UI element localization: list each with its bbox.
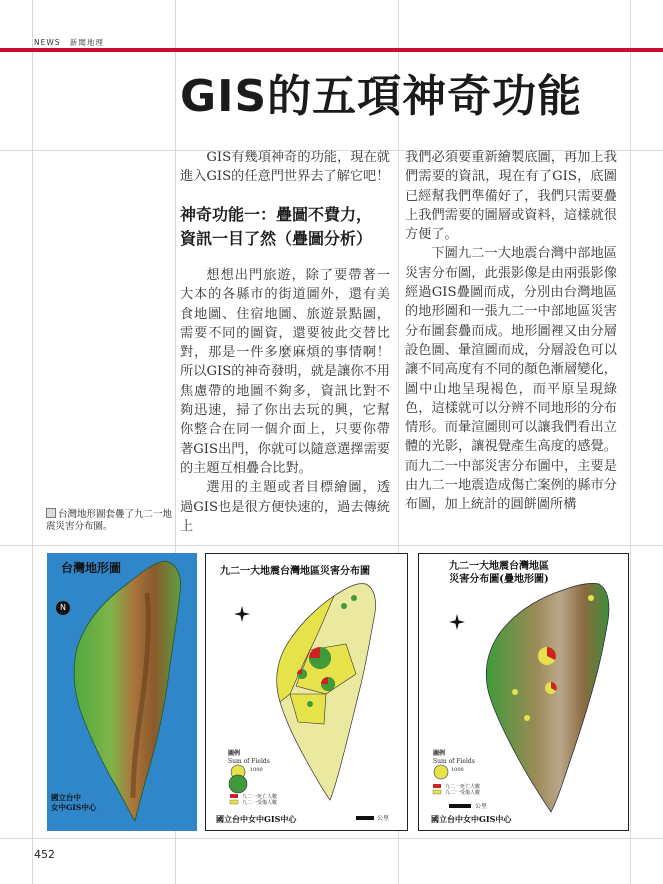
legend-item-injuries: 九二一受傷人數	[242, 800, 278, 806]
overlay-map	[418, 553, 629, 831]
intro-paragraph: GIS有幾項神奇的功能，現在就進入GIS的任意門世界去了解它吧！	[180, 150, 390, 185]
compass-letter: N	[60, 603, 66, 612]
map3-title-line: 九二一大地震台灣地區	[449, 561, 549, 572]
section-label-zh: 新聞地理	[69, 38, 104, 47]
map3-legend	[433, 750, 475, 766]
paragraph: 下圖九二一大地震台灣中部地區災害分布圖，此張影像是由兩張影像經過GIS疊圖而成，分別由台灣地區的地形圖和一張九二一中部地區災害分布圖套疊而成。地形圖裡又由分層設色圖、暈渲圖而成，分層設色可以讓不同高度有不同的顏色漸層變化，圖中山地呈現褐色，而平原呈現綠色，這樣就可以分辨不同地形的分布情形。而暈渲圖則可以讓我們看出立體的光影，讓視覺產生高度的感覺。而九二一中部災害分布圖中，主要是由九二一地震造成傷亡案例的縣市分布圖，加上統計的圓餅圖所構	[405, 246, 617, 513]
map3-title-line: 災害分布圖(疊地形圖)	[449, 574, 549, 585]
compass-icon	[56, 601, 70, 615]
legend-title: 圖例	[228, 750, 241, 757]
legend-item-injuries: 九二一受傷人數	[445, 790, 481, 796]
column-2-text	[405, 148, 617, 515]
subheading-line-1: 神奇功能一：疊圖不費力，	[180, 205, 373, 224]
disaster-map-graphic	[206, 554, 408, 831]
column-1-text	[180, 266, 390, 536]
credit-line: 女中GIS中心	[51, 803, 97, 812]
guide-line	[0, 838, 663, 839]
map3-scale-label: 公里	[475, 803, 488, 810]
legend-value: 1000	[250, 767, 263, 773]
paragraph: 想想出門旅遊，除了要帶著一大本的各縣市的街道圖外，還有美食地圖、住宿地圖、旅遊景點圖，需要不同的圖資，還要彼此交替比對，那是一件多麼麻煩的事情啊！所以GIS的神奇發明，就是讓你不用焦慮帶的地圖不夠多，資訊比對不夠迅速，掃了你出去玩的興，它幫你整合在同一個介面上，只要你帶著GIS出門，你就可以隨意選擇需要的主題互相疊合比對。	[180, 268, 390, 476]
credit-line: 國立台中	[51, 793, 81, 802]
guide-line	[0, 545, 663, 546]
intro-text	[180, 148, 390, 187]
map2-credit: 國立台中女中GIS中心	[216, 814, 297, 824]
map1-credit	[51, 793, 96, 813]
legend-title: 圖例	[433, 750, 446, 757]
guide-line	[630, 0, 631, 884]
caption-text: 台灣地形圖套疊了九二一地震災害分布圖。	[46, 509, 173, 532]
section-label-en: NEWS	[34, 38, 61, 47]
map2-legend	[228, 750, 270, 766]
compass-rose-icon	[234, 606, 250, 622]
terrain-map	[47, 553, 197, 831]
guide-line	[32, 0, 33, 884]
paragraph: 選用的主題或者目標繪圖，透過GIS也是很方便快速的，過去傳統上	[180, 480, 390, 534]
legend-value: 1000	[451, 767, 464, 773]
map2-title: 九二一大地震台灣地區災害分布圖	[220, 566, 370, 577]
terrain-map-graphic	[47, 553, 197, 831]
caption-marker-icon	[46, 508, 56, 518]
section-subheading	[180, 203, 390, 251]
header-rule	[0, 48, 663, 52]
compass-rose-icon	[449, 614, 465, 630]
map2-scale-label: 公里	[377, 815, 390, 822]
map1-title: 台灣地形圖	[61, 561, 122, 575]
legend-item-deaths: 九二一死亡人數	[242, 794, 278, 800]
subheading-line-2: 資訊一目了然（疊圖分析）	[180, 229, 373, 248]
paragraph: 我們必須要重新繪製底圖，再加上我們需要的資訊，現在有了GIS，底圖已經幫我們準備好了，我們只需要疊上我們需要的圖層或資料，這樣就很方便了。	[405, 150, 617, 243]
legend-subtitle: Sum of Fields	[433, 758, 475, 765]
disaster-map	[205, 553, 408, 831]
figure-caption	[46, 508, 176, 533]
legend-item-deaths: 九二一死亡人數	[445, 784, 481, 790]
map3-credit: 國立台中女中GIS中心	[431, 814, 512, 824]
legend-subtitle: Sum of Fields	[228, 758, 270, 765]
page-title: GIS的五項神奇功能	[180, 71, 583, 122]
page-number: 452	[34, 848, 55, 861]
section-header	[34, 37, 110, 48]
